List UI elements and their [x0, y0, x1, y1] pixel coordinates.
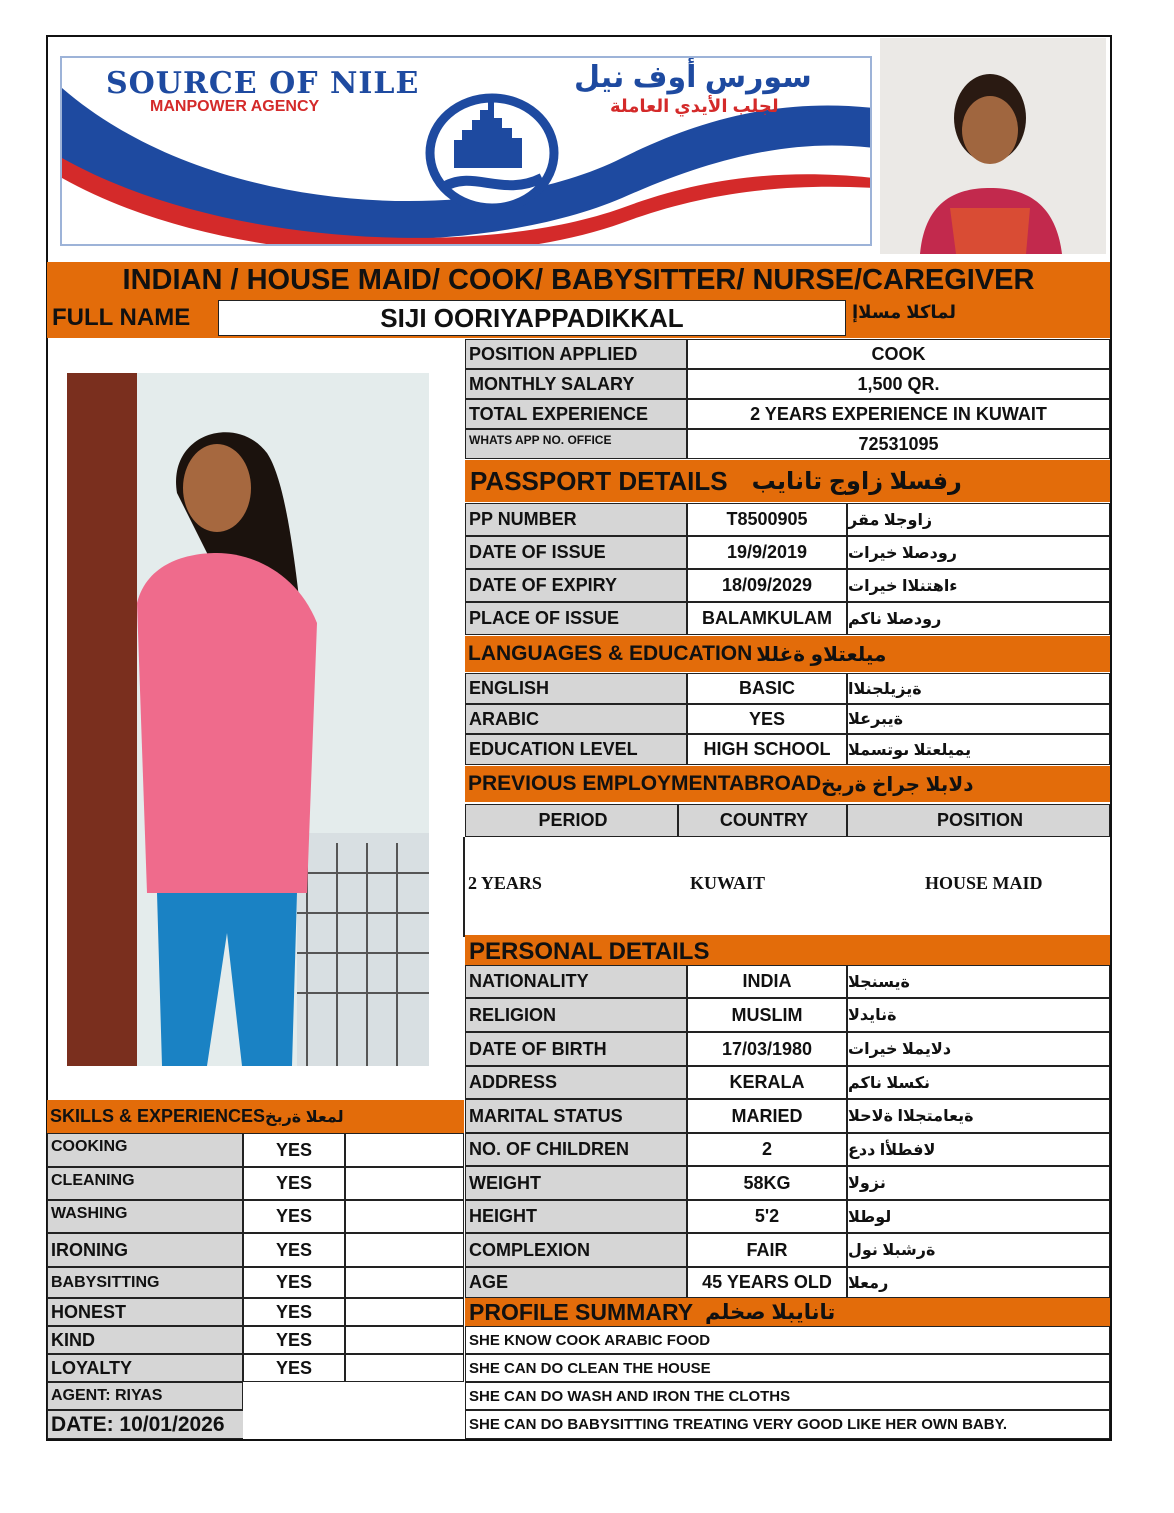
- skill-washing-blank: [345, 1200, 464, 1233]
- profile-summary-title: PROFILE SUMMARY: [469, 1298, 694, 1325]
- address-ar: نكسلا ناكم: [847, 1066, 1110, 1099]
- religion-label: RELIGION: [465, 998, 687, 1032]
- date-of-expiry-ar: ءاهتنلاا خيرات: [847, 569, 1110, 602]
- age-ar: رمعلا: [847, 1267, 1110, 1298]
- profile-summary-header: [465, 1298, 1110, 1326]
- logo-name-ar: سورس أوف نيل: [574, 61, 812, 94]
- arabic-ar: ةيبرعلا: [847, 704, 1110, 734]
- personal-details-header: [465, 935, 1110, 965]
- agency-logo: [60, 56, 872, 246]
- personal-details-title: PERSONAL DETAILS: [469, 938, 710, 965]
- skill-kind-value: YES: [243, 1326, 345, 1354]
- previous-employment-title: PREVIOUS EMPLOYMENTABROAD: [468, 772, 822, 795]
- skill-cooking-label: COOKING: [47, 1133, 243, 1167]
- position-applied-label: POSITION APPLIED: [465, 339, 687, 369]
- marital-status-label: MARITAL STATUS: [465, 1099, 687, 1133]
- pp-number-label: PP NUMBER: [465, 503, 687, 536]
- religion-value: MUSLIM: [687, 998, 847, 1032]
- skill-cooking-value: YES: [243, 1133, 345, 1167]
- date-of-expiry-label: DATE OF EXPIRY: [465, 569, 687, 602]
- monthly-salary-label: MONTHLY SALARY: [465, 369, 687, 399]
- nationality-label: NATIONALITY: [465, 965, 687, 998]
- english-label: ENGLISH: [465, 673, 687, 704]
- monthly-salary-value: 1,500 QR.: [687, 369, 1110, 399]
- position-applied-value: COOK: [687, 339, 1110, 369]
- agent-label: AGENT: RIYAS: [47, 1382, 243, 1410]
- skill-loyalty-blank: [345, 1354, 464, 1382]
- education-level-label: EDUCATION LEVEL: [465, 734, 687, 765]
- height-label: HEIGHT: [465, 1200, 687, 1233]
- headshot-photo: [880, 38, 1106, 254]
- total-experience-value: 2 YEARS EXPERIENCE IN KUWAIT: [687, 399, 1110, 429]
- skill-cleaning-value: YES: [243, 1167, 345, 1200]
- complexion-label: COMPLEXION: [465, 1233, 687, 1267]
- skill-honest-label: HONEST: [47, 1298, 243, 1326]
- summary-line: SHE KNOW COOK ARABIC FOOD: [465, 1326, 1110, 1354]
- height-ar: لوطلا: [847, 1200, 1110, 1233]
- arabic-label: ARABIC: [465, 704, 687, 734]
- height-value: 5'2: [687, 1200, 847, 1233]
- previous-employment-title-ar: دلابلا جراخ ةربخ: [821, 773, 974, 796]
- skills-header: [47, 1100, 464, 1133]
- date-of-expiry-value: 18/09/2029: [687, 569, 847, 602]
- full-body-photo: [67, 373, 429, 1066]
- english-value: BASIC: [687, 673, 847, 704]
- nationality-value: INDIA: [687, 965, 847, 998]
- date-of-birth-label: DATE OF BIRTH: [465, 1032, 687, 1066]
- skill-ironing-label: IRONING: [47, 1233, 243, 1267]
- place-of-issue-value: BALAMKULAM: [687, 602, 847, 635]
- nationality-ar: ةيسنجلا: [847, 965, 1110, 998]
- logo-name-en: SOURCE OF NILE: [106, 66, 420, 101]
- languages-header: [465, 636, 1110, 672]
- passport-title: PASSPORT DETAILS: [470, 465, 728, 496]
- period-header: PERIOD: [465, 804, 678, 837]
- weight-ar: نزولا: [847, 1166, 1110, 1200]
- education-level-value: HIGH SCHOOL: [687, 734, 847, 765]
- prev-position-value: HOUSE MAID: [925, 873, 1043, 893]
- address-value: KERALA: [687, 1066, 847, 1099]
- date-of-birth-ar: دلايملا خيرات: [847, 1032, 1110, 1066]
- total-experience-label: TOTAL EXPERIENCE: [465, 399, 687, 429]
- skill-washing-label: WASHING: [47, 1200, 243, 1233]
- marital-status-ar: ةيعامتجلاا ةلاحلا: [847, 1099, 1110, 1133]
- skill-kind-blank: [345, 1326, 464, 1354]
- skill-loyalty-value: YES: [243, 1354, 345, 1382]
- skill-cleaning-label: CLEANING: [47, 1167, 243, 1200]
- whatsapp-label: WHATS APP NO. OFFICE: [465, 429, 687, 459]
- skill-honest-value: YES: [243, 1298, 345, 1326]
- skill-washing-value: YES: [243, 1200, 345, 1233]
- profile-summary-title-ar: تانايبلا صخلم: [705, 1300, 836, 1324]
- languages-title-ar: ميلعتلاو ةغللا: [756, 643, 887, 666]
- marital-status-value: MARIED: [687, 1099, 847, 1133]
- headline-bar: [47, 262, 1110, 298]
- passport-header: [465, 460, 1110, 502]
- skill-loyalty-label: LOYALTY: [47, 1354, 243, 1382]
- full-name-value-box: [218, 300, 846, 336]
- children-label: NO. OF CHILDREN: [465, 1133, 687, 1166]
- position-header: POSITION: [847, 804, 1110, 837]
- age-value: 45 YEARS OLD: [687, 1267, 847, 1298]
- address-label: ADDRESS: [465, 1066, 687, 1099]
- weight-label: WEIGHT: [465, 1166, 687, 1200]
- arabic-value: YES: [687, 704, 847, 734]
- skills-title-ar: لمعلا ةربخ: [265, 1108, 344, 1126]
- complexion-ar: ةرشبلا نول: [847, 1233, 1110, 1267]
- date-label: DATE: 10/01/2026: [47, 1410, 243, 1439]
- country-header: COUNTRY: [678, 804, 847, 837]
- pp-number-value: T8500905: [687, 503, 847, 536]
- full-name-label: FULL NAME: [52, 304, 191, 331]
- age-label: AGE: [465, 1267, 687, 1298]
- previous-employment-header: [465, 766, 1110, 802]
- summary-line: SHE CAN DO WASH AND IRON THE CLOTHS: [465, 1382, 1110, 1410]
- date-of-issue-value: 19/9/2019: [687, 536, 847, 569]
- summary-line: SHE CAN DO CLEAN THE HOUSE: [465, 1354, 1110, 1382]
- complexion-value: FAIR: [687, 1233, 847, 1267]
- children-value: 2: [687, 1133, 847, 1166]
- prev-period-value: 2 YEARS: [468, 873, 542, 893]
- skill-cleaning-blank: [345, 1167, 464, 1200]
- date-of-issue-ar: رودصلا خيرات: [847, 536, 1110, 569]
- skill-kind-label: KIND: [47, 1326, 243, 1354]
- weight-value: 58KG: [687, 1166, 847, 1200]
- education-level-ar: يميلعتلا ىوتسملا: [847, 734, 1110, 765]
- languages-title: LANGUAGES & EDUCATION: [468, 642, 753, 665]
- religion-ar: ةنايدلا: [847, 998, 1110, 1032]
- full-name-label-ar: لماكلا مسلاإ: [852, 302, 957, 322]
- date-of-issue-label: DATE OF ISSUE: [465, 536, 687, 569]
- place-of-issue-ar: رودصلا ناكم: [847, 602, 1110, 635]
- pp-number-ar: زاوجلا مقر: [847, 503, 1110, 536]
- passport-title-ar: رفسلا زاوج تانايب: [751, 467, 962, 495]
- full-name-value: SIJI OORIYAPPADIKKAL: [380, 302, 684, 333]
- skill-babysitting-blank: [345, 1267, 464, 1298]
- skill-babysitting-value: YES: [243, 1267, 345, 1298]
- skill-ironing-blank: [345, 1233, 464, 1267]
- prev-country-value: KUWAIT: [690, 873, 766, 893]
- skill-cooking-blank: [345, 1133, 464, 1167]
- logo-sub-ar: لجلب الأيدي العاملة: [610, 96, 779, 116]
- logo-sub-en: MANPOWER AGENCY: [150, 98, 320, 115]
- skill-honest-blank: [345, 1298, 464, 1326]
- previous-divider: [463, 837, 465, 937]
- place-of-issue-label: PLACE OF ISSUE: [465, 602, 687, 635]
- skill-babysitting-label: BABYSITTING: [47, 1267, 243, 1298]
- headline-text: INDIAN / HOUSE MAID/ COOK/ BABYSITTER/ NURSE/CAREGIVER: [122, 263, 1035, 296]
- summary-line: SHE CAN DO BABYSITTING TREATING VERY GOOD LIKE HER OWN BABY.: [465, 1410, 1110, 1439]
- children-ar: لافطلأا ددع: [847, 1133, 1110, 1166]
- skill-ironing-value: YES: [243, 1233, 345, 1267]
- skills-title: SKILLS & EXPERIENCES: [50, 1106, 266, 1126]
- english-ar: ةيزيلجنلاا: [847, 673, 1110, 704]
- date-of-birth-value: 17/03/1980: [687, 1032, 847, 1066]
- whatsapp-value: 72531095: [687, 429, 1110, 459]
